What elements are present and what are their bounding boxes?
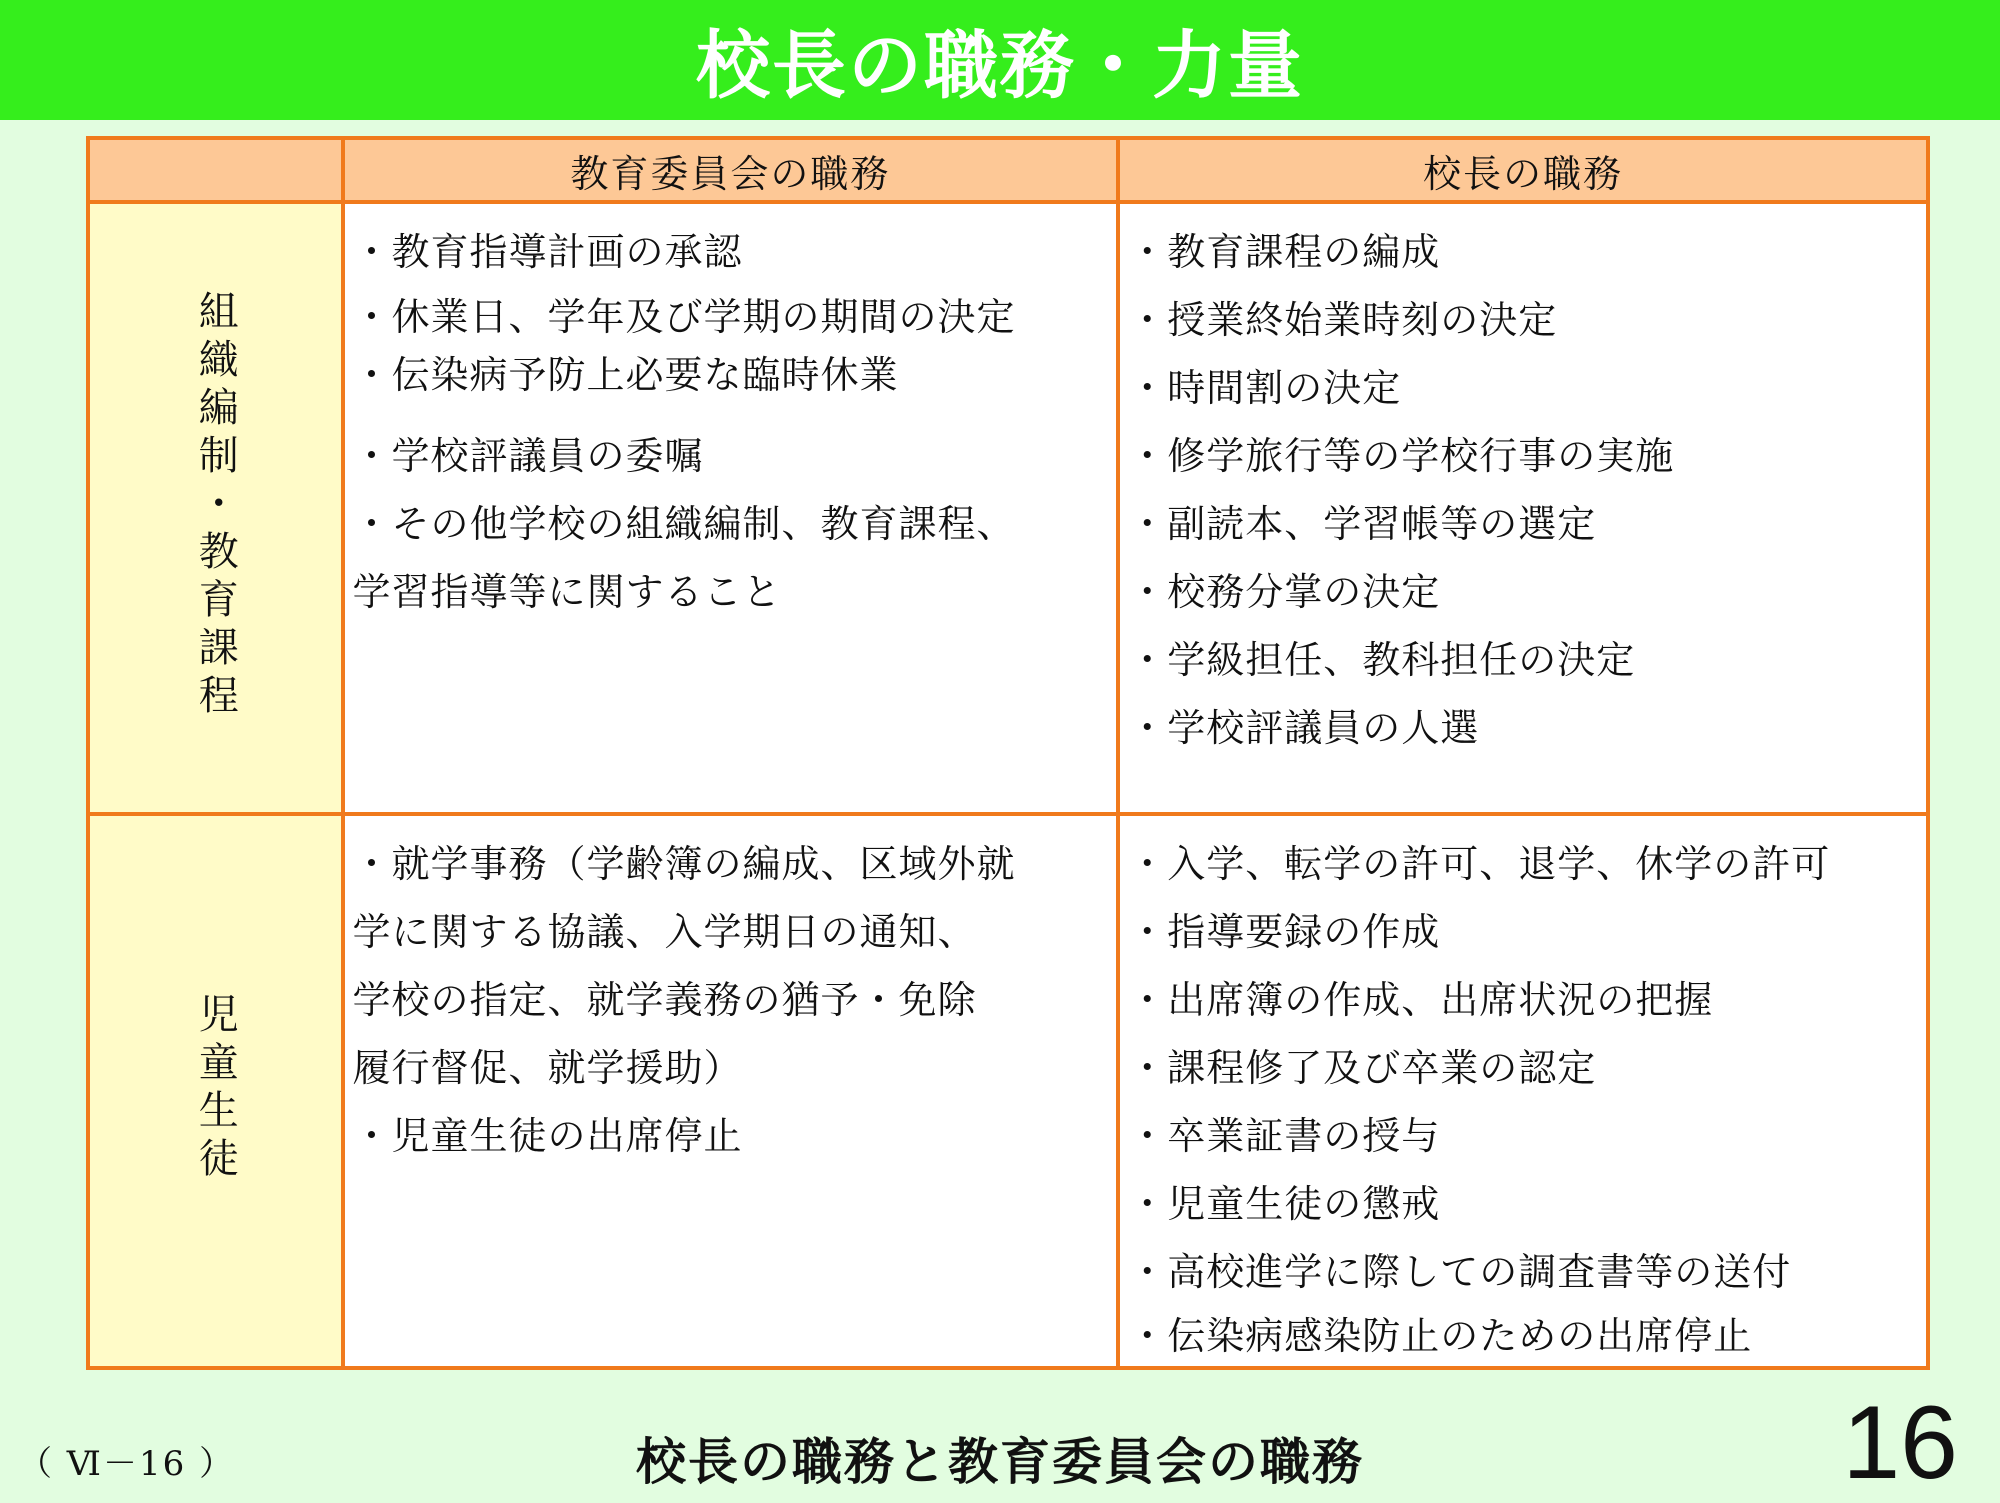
list-item: ・副読本、学習帳等の選定 <box>1128 502 1597 546</box>
slide-caption: 校長の職務と教育委員会の職務 <box>636 1433 1364 1491</box>
principal-duties-organization-cell <box>1118 202 1928 814</box>
board-duties-students-cell <box>343 814 1119 1368</box>
row-label-text: 組織編制・教育課程 <box>192 290 239 722</box>
list-item: ・出席簿の作成、出席状況の把握 <box>1128 978 1714 1022</box>
header-corner-cell <box>88 138 343 202</box>
list-item: ・学級担任、教科担任の決定 <box>1128 638 1636 682</box>
board-duties-students-list <box>345 816 1117 1170</box>
row-label-students <box>88 814 343 1368</box>
list-item: ・修学旅行等の学校行事の実施 <box>1128 434 1675 478</box>
list-item: ・授業終始業時刻の決定 <box>1128 298 1558 342</box>
principal-duties-students-cell <box>1118 814 1928 1368</box>
row-label-organization-curriculum <box>88 202 343 814</box>
principal-duties-students-list <box>1120 816 1926 1366</box>
list-item: 学に関する協議、入学期日の通知、 <box>352 910 977 954</box>
list-item: ・休業日、学年及び学期の期間の決定 <box>352 295 1016 339</box>
list-item: 履行督促、就学援助） <box>352 1046 743 1090</box>
header-board-duties: 教育委員会の職務 <box>343 138 1119 202</box>
table-header-row <box>88 138 1928 202</box>
list-item: 学校の指定、就学義務の猶予・免除 <box>352 978 977 1022</box>
list-item: ・教育指導計画の承認 <box>352 230 743 274</box>
slide-code: （ Ⅵ－16 ） <box>18 1444 236 1484</box>
board-duties-organization-list <box>345 204 1117 626</box>
table-row <box>88 814 1928 1368</box>
list-item: ・学校評議員の委嘱 <box>352 434 704 478</box>
list-item: ・児童生徒の懲戒 <box>1128 1182 1441 1226</box>
list-item: 学習指導等に関すること <box>352 570 782 614</box>
list-item: ・校務分掌の決定 <box>1128 570 1441 614</box>
list-item: ・時間割の決定 <box>1128 366 1402 410</box>
row-label-text: 児童生徒 <box>192 993 239 1185</box>
list-item: ・伝染病感染防止のための出席停止 <box>1128 1314 1753 1358</box>
list-item: ・課程修了及び卒業の認定 <box>1128 1046 1597 1090</box>
principal-duties-organization-list <box>1120 204 1926 762</box>
page-number: 16 <box>1842 1385 1958 1501</box>
table-row <box>88 202 1928 814</box>
list-item: ・伝染病予防上必要な臨時休業 <box>352 353 899 397</box>
list-item: ・就学事務（学齢簿の編成、区域外就 <box>352 842 1016 886</box>
board-duties-organization-cell <box>343 202 1119 814</box>
header-principal-duties: 校長の職務 <box>1118 138 1928 202</box>
title-bar <box>0 0 2000 120</box>
list-item: ・高校進学に際しての調査書等の送付 <box>1128 1250 1792 1294</box>
list-item: ・児童生徒の出席停止 <box>352 1114 743 1158</box>
list-item: ・教育課程の編成 <box>1128 230 1441 274</box>
list-item: ・卒業証書の授与 <box>1128 1114 1441 1158</box>
page-title: 校長の職務・力量 <box>696 23 1304 109</box>
list-item: ・入学、転学の許可、退学、休学の許可 <box>1128 842 1831 886</box>
list-item: ・学校評議員の人選 <box>1128 706 1480 750</box>
list-item: ・指導要録の作成 <box>1128 910 1441 954</box>
duties-table <box>86 136 1930 1370</box>
list-item: ・その他学校の組織編制、教育課程、 <box>352 502 1016 546</box>
